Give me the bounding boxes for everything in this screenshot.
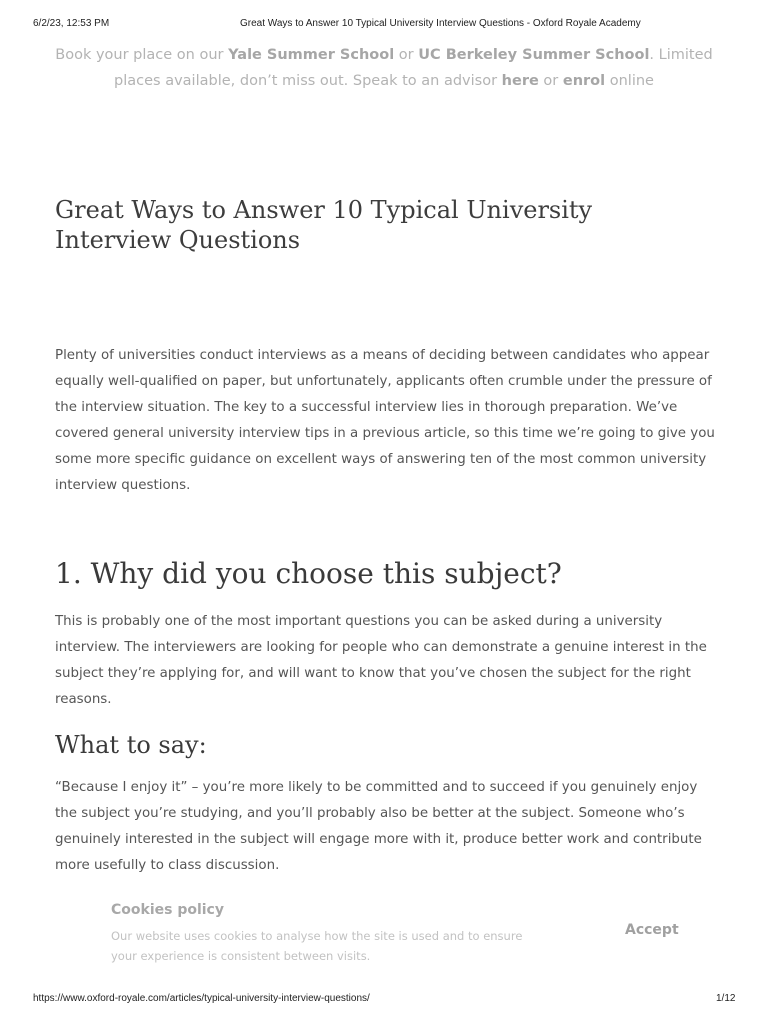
- print-date: 6/2/23, 12:53 PM: [33, 18, 110, 29]
- what-to-say-heading: What to say:: [55, 731, 207, 759]
- cookie-accept-button[interactable]: Accept: [625, 922, 679, 938]
- print-url: https://www.oxford-royale.com/articles/typical-university-interview-questions/: [33, 993, 370, 1004]
- uc-berkeley-summer-school-link[interactable]: UC Berkeley Summer School: [418, 47, 650, 63]
- promo-text: or: [538, 73, 563, 89]
- print-page-title: Great Ways to Answer 10 Typical University Interview Questions - Oxford Royale Academy: [240, 18, 641, 29]
- promo-text: Book your place on our: [55, 47, 229, 63]
- promo-banner: [40, 42, 728, 94]
- yale-summer-school-link[interactable]: Yale Summer School: [228, 47, 395, 63]
- cookie-policy-title: Cookies policy: [111, 902, 224, 918]
- promo-text: online: [605, 73, 654, 89]
- advisor-here-link[interactable]: here: [501, 73, 539, 89]
- what-to-say-paragraph: “Because I enjoy it” – you’re more likely to be committed and to succeed if you genuinely enjoy the subject you’re studying, and you’ll probably also be better at the subject. Someone who’s genuinely interested in the subject will engage more with it, produce better work and contribute more usefully to class discussion.: [55, 780, 702, 873]
- intro-paragraph: Plenty of universities conduct interviews as a means of deciding between candidates who appear equally well-qualified on paper, but unfortunately, applicants often crumble under the pressure of the interview situation. The key to a successful interview lies in thorough preparation. We’ve covered general university interview tips in a previous article, so this time we’re going to give you some more specific guidance on excellent ways of answering ten of the most common university interview questions.: [55, 348, 715, 493]
- promo-text: or: [394, 47, 419, 63]
- print-page-number: 1/12: [716, 993, 736, 1004]
- cookie-banner: [55, 892, 715, 972]
- cookie-policy-text: Our website uses cookies to analyse how the site is used and to ensure your experience is consistent between visits.: [111, 929, 523, 963]
- question-1-paragraph: This is probably one of the most important questions you can be asked during a university interview. The interviewers are looking for people who can demonstrate a genuine interest in the subject they’re applying for, and will want to know that you’ve chosen the subject for the right reasons.: [55, 614, 707, 707]
- enrol-link[interactable]: enrol: [562, 73, 606, 89]
- article-title: Great Ways to Answer 10 Typical University Interview Questions: [55, 196, 593, 254]
- question-1-heading: 1. Why did you choose this subject?: [55, 557, 562, 590]
- promo-text: . Limited places available, don’t miss out. Speak to an advisor: [114, 47, 713, 89]
